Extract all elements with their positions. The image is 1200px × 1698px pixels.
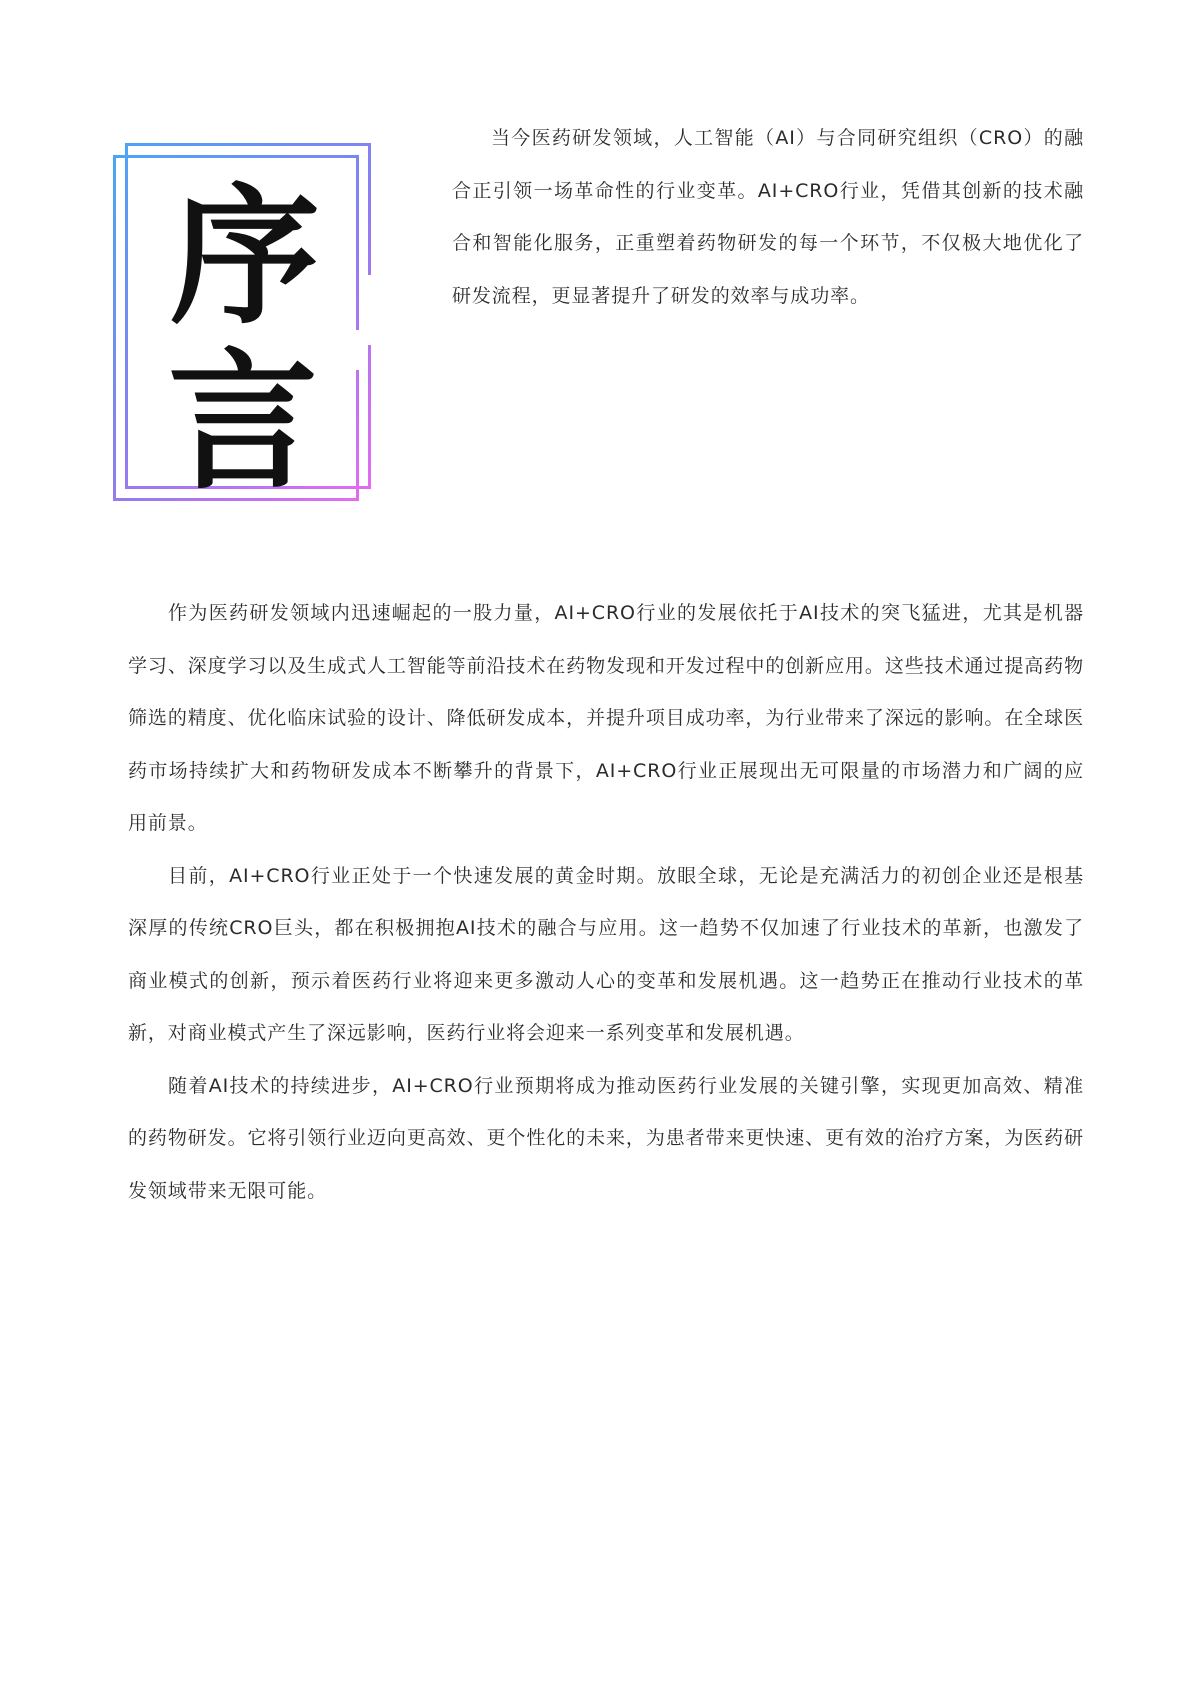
intro-paragraph: 当今医药研发领域，人工智能（AI）与合同研究组织（CRO）的融合正引领一场革命性的行业变革。AI+CRO行业，凭借其创新的技术融合和智能化服务，正重塑着药物研发的每一个环节，不仅极大地优化了研发流程，更显著提升了研发的效率与成功率。: [452, 127, 1084, 307]
frame-gap: [365, 275, 375, 345]
body-paragraph: 目前，AI+CRO行业正处于一个快速发展的黄金时期。放眼全球，无论是充满活力的初创企业还是根基深厚的传统CRO巨头，都在积极拥抱AI技术的融合与应用。这一趋势不仅加速了行业技术的革新，也激发了商业模式的创新，预示着医药行业将迎来更多激动人心的变革和发展机遇。这一趋势正在推动行业技术的革新，对商业模式产生了深远影响，医药行业将会迎来一系列变革和发展机遇。: [128, 864, 1084, 1044]
title-char-yan: 言: [168, 336, 319, 510]
body-text: [128, 587, 1084, 1217]
body-paragraph: 随着AI技术的持续进步，AI+CRO行业预期将成为推动医药行业发展的关键引擎，实现更加高效、精准的药物研发。它将引领行业迈向更高效、更个性化的未来，为患者带来更快速、更有效的治疗方案，为医药研发领域带来无限可能。: [128, 1074, 1084, 1202]
body-paragraph: 作为医药研发领域内迅速崛起的一股力量，AI+CRO行业的发展依托于AI技术的突飞猛进，尤其是机器学习、深度学习以及生成式人工智能等前沿技术在药物发现和开发过程中的创新应用。这些技术通过提高药物筛选的精度、优化临床试验的设计、降低研发成本，并提升项目成功率，为行业带来了深远的影响。在全球医药市场持续扩大和药物研发成本不断攀升的背景下，AI+CRO行业正展现出无可限量的市场潜力和广阔的应用前景。: [128, 602, 1084, 834]
title-char-xu: 序: [170, 171, 321, 345]
frame-gap: [353, 330, 363, 370]
